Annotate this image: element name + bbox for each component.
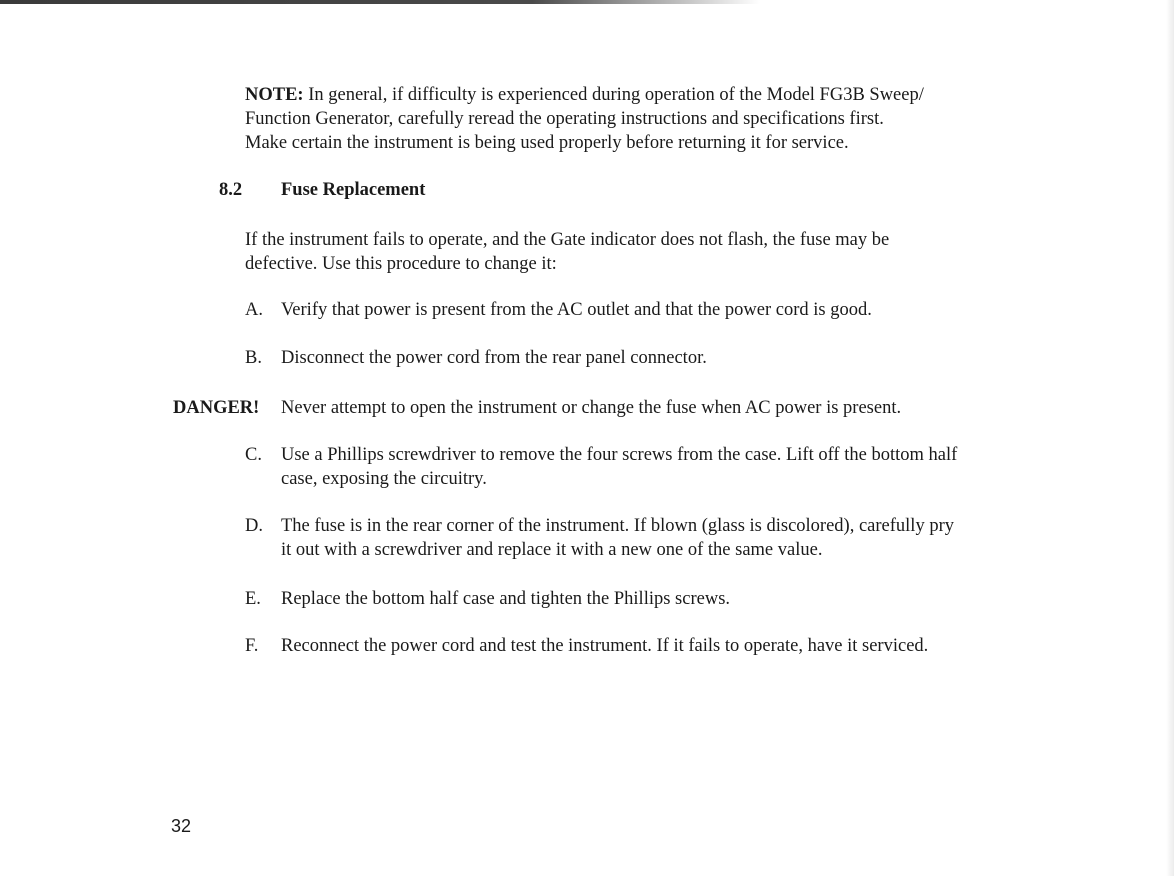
- step-text-continued: it out with a screwdriver and replace it with a new one of the same value.: [281, 540, 823, 560]
- danger-text: Never attempt to open the instrument or change the fuse when AC power is present.: [281, 398, 902, 418]
- intro-line-2: defective. Use this procedure to change it:: [245, 254, 557, 274]
- section-title: Fuse Replacement: [281, 180, 426, 200]
- note-line-1: [245, 83, 924, 107]
- step-letter: D.: [245, 516, 263, 536]
- step-text: The fuse is in the rear corner of the instrument. If blown (glass is discolored), carefully pry: [281, 516, 954, 536]
- step-text: Disconnect the power cord from the rear panel connector.: [281, 348, 707, 368]
- note-label: NOTE:: [245, 85, 304, 105]
- note-line-3: Make certain the instrument is being used properly before returning it for service.: [245, 133, 849, 153]
- step-text: Replace the bottom half case and tighten the Phillips screws.: [281, 589, 731, 609]
- step-letter: A.: [245, 300, 263, 320]
- step-letter: B.: [245, 348, 262, 368]
- step-letter: F.: [245, 636, 259, 656]
- danger-label: DANGER!: [173, 398, 260, 418]
- step-letter: E.: [245, 589, 261, 609]
- section-number: 8.2: [219, 180, 243, 200]
- step-text: Use a Phillips screwdriver to remove the four screws from the case. Lift off the bottom half: [281, 445, 958, 465]
- step-text: Verify that power is present from the AC outlet and that the power cord is good.: [281, 300, 872, 320]
- intro-line-1: If the instrument fails to operate, and the Gate indicator does not flash, the fuse may be: [245, 230, 890, 250]
- step-text-continued: case, exposing the circuitry.: [281, 469, 487, 489]
- step-text: Reconnect the power cord and test the instrument. If it fails to operate, have it serviced.: [281, 636, 929, 656]
- note-text: In general, if difficulty is experienced during operation of the Model FG3B Sweep/: [308, 85, 924, 105]
- page-edge-shadow: [1166, 0, 1174, 876]
- top-rule: [0, 0, 760, 4]
- note-line-2: Function Generator, carefully reread the operating instructions and specifications first.: [245, 109, 884, 129]
- page-number: 32: [171, 816, 192, 836]
- step-letter: C.: [245, 445, 262, 465]
